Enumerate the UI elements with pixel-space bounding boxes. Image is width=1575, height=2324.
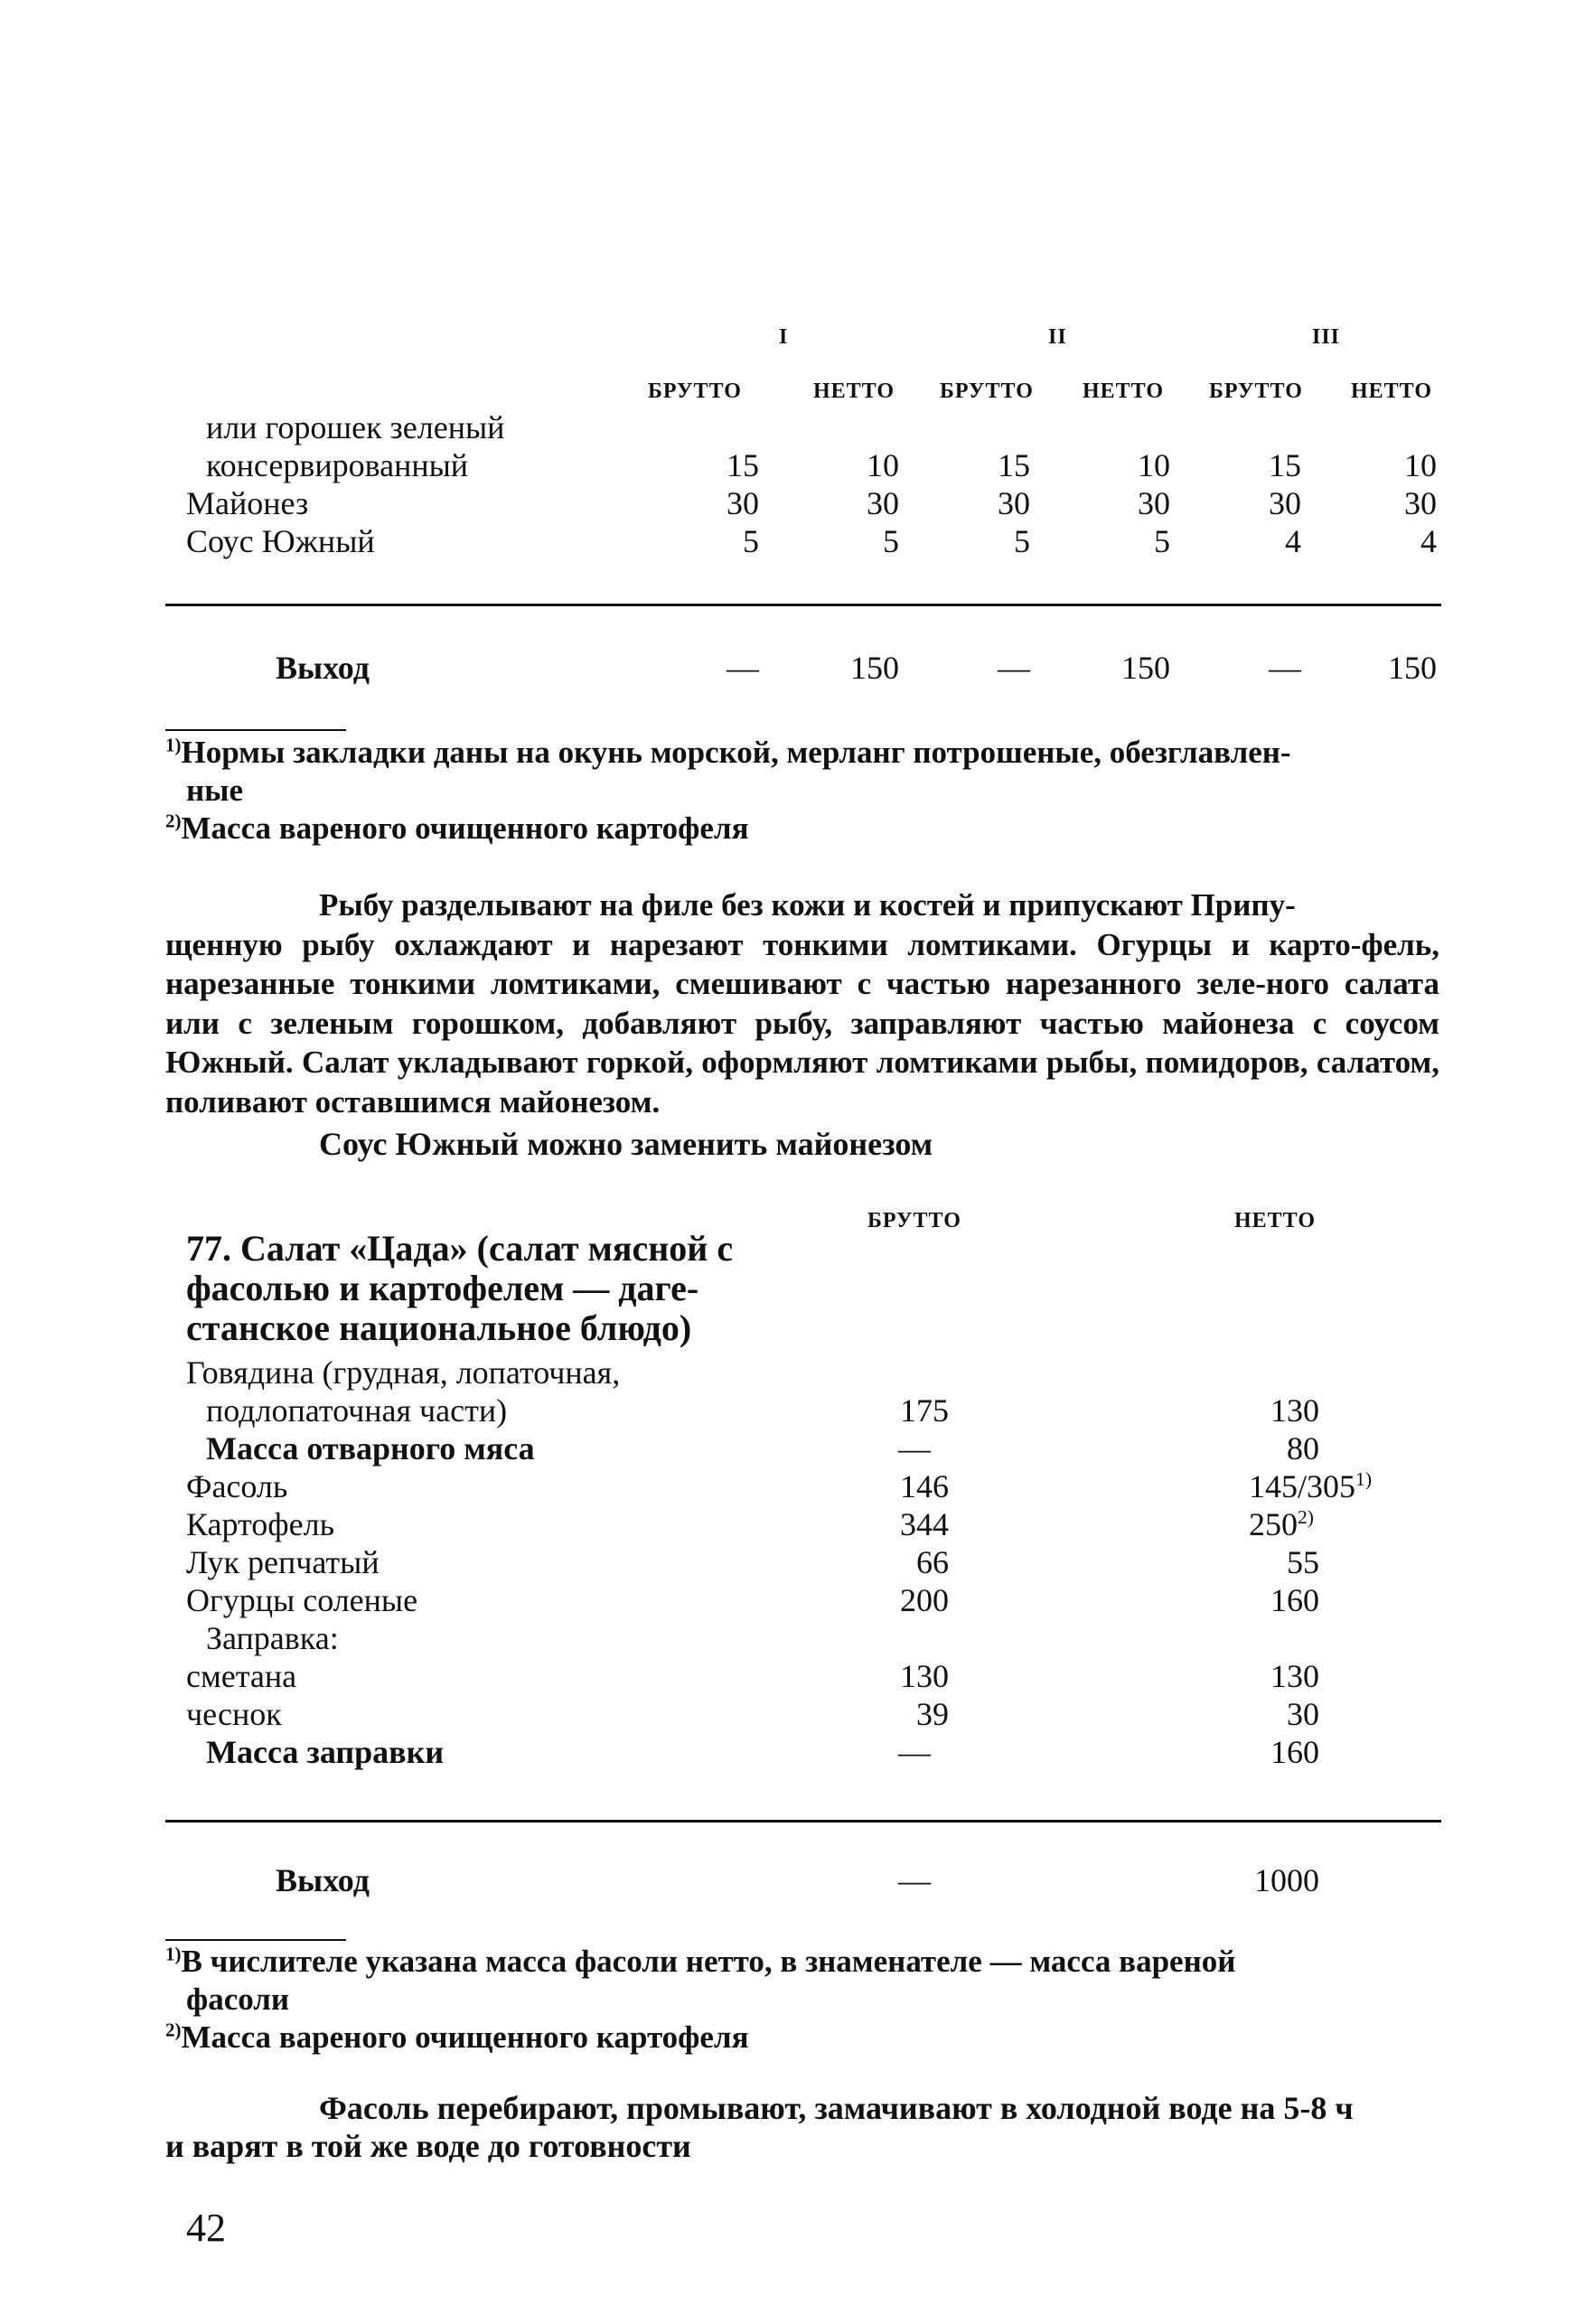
group-header-2: II (1048, 325, 1067, 349)
row-name: Лук репчатый (186, 1544, 380, 1580)
table-divider (165, 604, 1441, 606)
cell-brutto: 146 (900, 1468, 949, 1504)
method-paragraph-1 (165, 886, 1439, 1121)
row-name: Фасоль (186, 1468, 288, 1504)
col-header-netto-1: НЕТТО (813, 380, 895, 403)
page-number: 42 (186, 2206, 226, 2250)
cell-brutto: 175 (900, 1392, 949, 1429)
yield-brutto: — (898, 1862, 931, 1898)
footnote-text: Нормы закладки даны на окунь морской, мерланг потрошеные, обезглавлен- (181, 735, 1291, 770)
cell-brutto: 39 (916, 1696, 949, 1732)
cell-netto: 55 (1287, 1544, 1319, 1580)
cell-netto-value: 145/305 (1249, 1468, 1356, 1504)
cell: 5 (883, 523, 899, 559)
row-name: консервированный (206, 447, 469, 483)
cell-brutto: 344 (900, 1506, 949, 1542)
col-header-netto-3: НЕТТО (1351, 380, 1433, 403)
cell: 5 (1154, 523, 1170, 559)
yield-cell: 150 (1388, 650, 1437, 686)
group-header-3: III (1312, 325, 1341, 349)
cell: 15 (998, 447, 1030, 483)
row-name: Говядина (грудная, лопаточная, (186, 1354, 621, 1391)
footnote-rule (165, 1939, 346, 1941)
col-header-brutto-3: БРУТТО (1209, 380, 1303, 403)
row-name: Заправка: (206, 1620, 339, 1656)
paragraph-body: щенную рыбу охлаждают и нарезают тонкими ломтиками. Огурцы и карто-фель, нарезанные тонкими ломтиками, смешивают с частью нарезанного зеле-ного салата или с зеленым горошком, добавляют рыбу, заправляют частью майонеза с соусом Южный. Салат укладывают горкой, оформляют ломтиками рыбы, помидоров, салатом, поливают оставшимся майонезом. (165, 926, 1439, 1120)
group-header-1: I (779, 325, 789, 349)
cell-netto (1249, 1505, 1314, 1543)
cell: 30 (1138, 485, 1170, 521)
cell-netto: 130 (1270, 1392, 1319, 1429)
cell: 30 (727, 485, 759, 521)
row-name: Масса заправки (206, 1734, 445, 1770)
cell-brutto: 200 (900, 1582, 949, 1618)
cell-netto: 30 (1287, 1696, 1319, 1732)
yield-cell: — (727, 650, 759, 686)
cell-brutto: 66 (916, 1544, 949, 1580)
row-name: Огурцы соленые (186, 1582, 418, 1618)
cell: 5 (743, 523, 759, 559)
yield-cell: 150 (1121, 650, 1170, 686)
col-header-brutto-1: БРУТТО (648, 380, 742, 403)
row-name: Соус Южный (186, 523, 375, 559)
col-header-brutto-2: БРУТТО (940, 380, 1034, 403)
cell: 4 (1420, 523, 1437, 559)
method-paragraph-2-line-1: Фасоль перебирают, промывают, замачивают в холодной воде на 5-8 ч (319, 2090, 1354, 2126)
footnote-1-cont: фасоли (186, 1982, 290, 2017)
cell-netto-value: 250 (1249, 1506, 1298, 1542)
cell-brutto: — (898, 1430, 931, 1467)
footnote-ref: 2) (1298, 1506, 1314, 1528)
col-header-brutto: БРУТТО (867, 1209, 961, 1232)
paragraph-line: Рыбу разделывают на филе без кожи и костей и припускают Припу- (319, 887, 1296, 923)
recipe-title: фасолью и картофелем — даге- (186, 1268, 699, 1308)
cell: 30 (1269, 485, 1301, 521)
cell-netto (1249, 1467, 1372, 1505)
row-name: Майонез (186, 485, 309, 521)
cell: 10 (1138, 447, 1170, 483)
cell-netto: 160 (1270, 1582, 1319, 1618)
recipe-title: станское национальное блюдо) (186, 1307, 692, 1348)
cell: 30 (998, 485, 1030, 521)
cell-netto: 160 (1270, 1734, 1319, 1770)
cell: 10 (1404, 447, 1437, 483)
footnote-mark: 1) (165, 1943, 182, 1965)
footnote-2 (165, 2019, 749, 2057)
row-name: сметана (186, 1658, 297, 1694)
cell: 15 (727, 447, 759, 483)
cell: 5 (1014, 523, 1030, 559)
footnote-mark: 2) (165, 810, 182, 832)
footnote-rule (165, 729, 346, 731)
paragraph-note: Соус Южный можно заменить майонезом (319, 1126, 933, 1162)
cell: 10 (867, 447, 899, 483)
cell-brutto: — (898, 1734, 931, 1770)
footnote-1 (165, 734, 1448, 772)
footnote-2 (165, 810, 749, 848)
row-name: подлопаточная части) (206, 1392, 508, 1429)
row-name: Картофель (186, 1506, 334, 1542)
col-header-netto-2: НЕТТО (1083, 380, 1165, 403)
yield-netto: 1000 (1254, 1862, 1319, 1898)
yield-cell: — (998, 650, 1030, 686)
footnote-ref: 1) (1355, 1468, 1373, 1490)
recipe-title: 77. Салат «Цада» (салат мясной с (186, 1228, 734, 1269)
yield-label: Выход (276, 1862, 370, 1898)
footnote-1-cont: ные (186, 773, 244, 808)
footnote-text: Масса вареного очищенного картофеля (181, 811, 749, 846)
yield-label: Выход (276, 650, 370, 686)
row-name: или горошек зеленый (206, 409, 505, 445)
cell: 30 (1404, 485, 1437, 521)
cell: 4 (1285, 523, 1301, 559)
cell: 30 (867, 485, 899, 521)
row-name: Масса отварного мяса (206, 1430, 535, 1467)
footnote-text: В числителе указана масса фасоли нетто, в знаменателе — масса вареной (181, 1944, 1236, 1979)
method-paragraph-2-line-2: и варят в той же воде до готовности (165, 2128, 691, 2164)
table-divider (165, 1820, 1441, 1823)
cell-brutto: 130 (900, 1658, 949, 1694)
cell: 15 (1269, 447, 1301, 483)
footnote-mark: 2) (165, 2019, 182, 2041)
cell-netto: 130 (1270, 1658, 1319, 1694)
yield-cell: — (1269, 650, 1301, 686)
row-name: чеснок (186, 1696, 282, 1732)
yield-cell: 150 (850, 650, 899, 686)
footnote-1 (165, 1943, 1448, 1981)
footnote-mark: 1) (165, 734, 182, 756)
footnote-text: Масса вареного очищенного картофеля (181, 2019, 749, 2055)
cell-netto: 80 (1287, 1430, 1319, 1467)
col-header-netto: НЕТТО (1234, 1209, 1317, 1232)
